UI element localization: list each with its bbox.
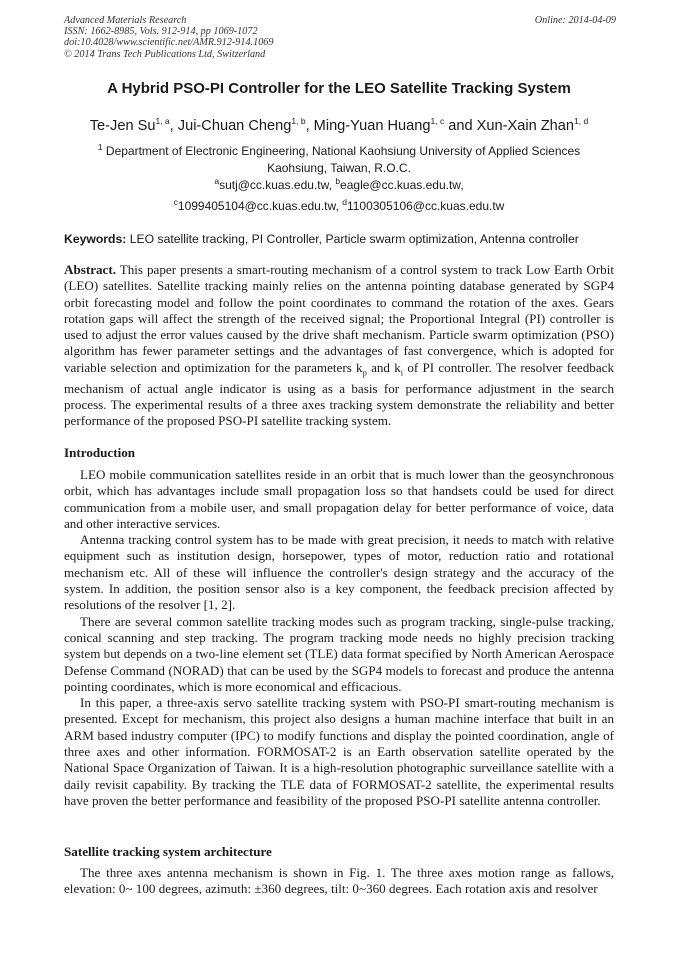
affiliation bbox=[50, 139, 628, 177]
author-affiliation-mark: 1, b bbox=[291, 116, 306, 126]
email-mark: c bbox=[173, 197, 178, 207]
email-address[interactable]: sutj@cc.kuas.edu.tw bbox=[219, 178, 329, 192]
journal-header bbox=[64, 15, 616, 60]
doi-line: doi:10.4028/www.scientific.net/AMR.912-914.1069 bbox=[64, 37, 274, 49]
paragraph: In this paper, a three-axis servo satellite tracking system with PSO-PI smart-routing mechanism is presented. Except for mechanism, this project also designs a human machine interface that built in an ARM based industry computer (IPC) to modify functions and display the pointed coordination, angle of three axes and other information. FORMOSAT-2 is an Earth observation satellite operated by the National Space Organization of Taiwan. It is a high-resolution photographic surveillance satellite with a daily revisit capability. By tracking the TLE data of FORMOSAT-2 satellite, the experimental results have proven the better performance and feasibility of the proposed PSO-PI satellite antenna controller. bbox=[64, 695, 614, 808]
section-heading-introduction: Introduction bbox=[64, 445, 136, 460]
abstract-text: This paper presents a smart-routing mechanism of a control system to track Low Earth Orbit (LEO) satellites. Satellite tracking mainly relies on the antenna pointing database generated by SGP4 orbit forecasting model and follow the point coordinates to command the rotation of the axes. Gears rotation gaps will affect the strength of the received signal; the Proportional Integral (PI) controller is used to adjust the error values caused by the drive shaft mechanism. Particle swarm optimization (PSO) algorithm has fewer parameter settings and the advantages of fast convergence, which is adopted for variable selection and optimization for the parameters k bbox=[64, 262, 614, 375]
email-address[interactable]: eagle@cc.kuas.edu.tw bbox=[340, 178, 461, 192]
author-separator: , bbox=[169, 117, 178, 134]
author-affiliation-mark: 1, c bbox=[430, 116, 445, 126]
author-name: Xun-Xain Zhan bbox=[476, 117, 575, 134]
keywords-label: Keywords: bbox=[64, 232, 127, 246]
architecture-body bbox=[64, 865, 614, 898]
email-mark: d bbox=[342, 197, 347, 207]
author-affiliation-mark: 1, a bbox=[155, 116, 170, 126]
introduction-body bbox=[64, 467, 614, 809]
paragraph: Antenna tracking control system has to be made with great precision, it needs to match with relative equipment such as institution design, horsepower, types of motor, reduction ratio and rotational mechanism etc. All of these will influence the controller's design strategy and the accuracy of the system. In addition, the position sensor also is a key component, the feedback precision affected by resolutions of the resolver [1, 2]. bbox=[64, 532, 614, 613]
journal-name: Advanced Materials Research bbox=[64, 15, 187, 26]
subscript-p: p bbox=[362, 367, 367, 378]
author-affiliation-mark: 1, d bbox=[574, 116, 589, 126]
affiliation-mark: 1 bbox=[97, 142, 103, 152]
subscript-i: i bbox=[400, 367, 404, 378]
author-separator: , bbox=[305, 117, 314, 134]
paragraph: There are several common satellite tracking modes such as program tracking, single-pulse tracking, conical scanning and step tracking. The program tracking mode needs no highly precision tracking system but depends on a two-line element set (TLE) data format specified by North American Aerospace Defense Command (NORAD) that can be used by the SGP4 models to forecast and produce the antenna pointing coordinates, which is more economical and efficacious. bbox=[64, 613, 614, 694]
author-name: Jui-Chuan Cheng bbox=[177, 117, 292, 134]
abstract-label: Abstract. bbox=[64, 262, 116, 277]
paragraph: The three axes antenna mechanism is shown in Fig. 1. The three axes motion range as fallows, elevation: 0~ 100 degrees, azimuth: ±360 degrees, tilt: 0~360 degrees. Each rotation axis and resolver bbox=[64, 865, 614, 897]
affiliation-line-2: Kaohsiung, Taiwan, R.O.C. bbox=[267, 161, 411, 175]
author-list bbox=[30, 112, 648, 135]
email-line-1: $^a$sutj@cc.kuas.edu.tw, $^b$eagle@cc.kuas.edu.tw, bbox=[214, 176, 464, 192]
author-name: Ming-Yuan Huang bbox=[313, 117, 431, 134]
issn-line: ISSN: 1662-8985, Vols. 912-914, pp 1069-1072 bbox=[64, 26, 258, 38]
author-name: Te-Jen Su bbox=[89, 117, 156, 134]
email-mark: b bbox=[335, 176, 341, 186]
abstract bbox=[64, 262, 614, 430]
paper-title: A Hybrid PSO-PI Controller for the LEO Satellite Tracking System bbox=[107, 80, 571, 97]
abstract-text: and k bbox=[366, 359, 401, 375]
email-address[interactable]: 1099405104@cc.kuas.edu.tw bbox=[177, 199, 336, 213]
paragraph: LEO mobile communication satellites reside in an orbit that is much lower than the geosynchronous orbit, which has advantages include small propagation loss so that handsets could be used for direct communication from a mobile user, and small propagation delay for better performance of voice, data and other interactive services. bbox=[64, 467, 614, 531]
copyright-line: © 2014 Trans Tech Publications Ltd, Switzerland bbox=[64, 48, 266, 60]
affiliation-line-1: Department of Electronic Engineering, National Kaohsiung University of Applied Sciences bbox=[105, 144, 581, 158]
section-heading-architecture: Satellite tracking system architecture bbox=[64, 844, 272, 859]
email-address[interactable]: 1100305106@cc.kuas.edu.tw bbox=[346, 199, 505, 213]
online-date: Online: 2014-04-09 bbox=[534, 15, 616, 26]
keywords bbox=[64, 231, 624, 247]
email-mark: a bbox=[214, 176, 220, 186]
abstract-text: of PI controller. The resolver feedback mechanism of actual angle indicator is using as a basis for performance adjustment in the search process. The experimental results of a three axes tracking system demonstrate the reliability and better performance of the proposed PSO-PI satellite tracking system. bbox=[64, 359, 614, 429]
email-line-2: $^c$1099405104@cc.kuas.edu.tw, $^d$1100305106@cc.kuas.edu.tw bbox=[173, 197, 505, 213]
keywords-text: LEO satellite tracking, PI Controller, Particle swarm optimization, Antenna controller bbox=[126, 232, 579, 246]
author-separator: and bbox=[444, 117, 477, 134]
